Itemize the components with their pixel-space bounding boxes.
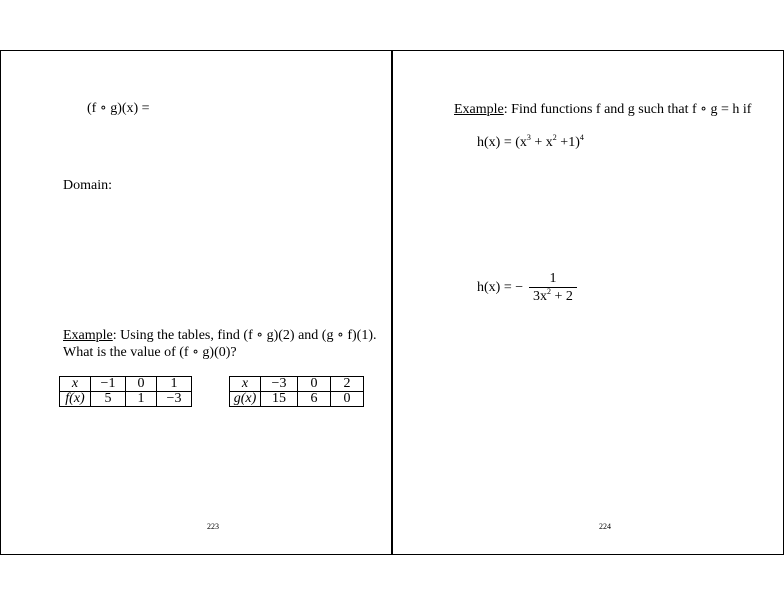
example-question-line2: What is the value of (f ∘ g)(0)? xyxy=(63,345,237,360)
table-cell: 0 xyxy=(298,377,331,392)
denominator-tail: + 2 xyxy=(551,289,573,304)
h-expression-2-lhs: h(x) = − xyxy=(477,280,524,295)
table-cell: 2 xyxy=(331,377,364,392)
table-cell: 1 xyxy=(157,377,192,392)
table-cell: 15 xyxy=(261,392,298,407)
page-number: 224 xyxy=(599,522,611,531)
table-f xyxy=(59,376,192,407)
table-cell: −3 xyxy=(261,377,298,392)
table-cell: 0 xyxy=(126,377,157,392)
table-cell: x xyxy=(60,377,91,392)
fraction-numerator: 1 xyxy=(549,271,557,286)
composition-expression: (f ∘ g)(x) = xyxy=(87,101,150,116)
example-label: Example xyxy=(454,102,504,117)
example-question-line1: : Using the tables, find (f ∘ g)(2) and (g ∘ f)(1). xyxy=(112,328,377,343)
h1-exp1: 3 xyxy=(526,133,531,142)
domain-label: Domain: xyxy=(63,178,112,193)
table-cell: −3 xyxy=(157,392,192,407)
h1-exp2: 2 xyxy=(552,133,557,142)
table-cell: 0 xyxy=(331,392,364,407)
table-cell: −1 xyxy=(91,377,126,392)
h1-mid1: + x xyxy=(530,135,553,150)
example-text: : Find functions f and g such that f ∘ g = h if xyxy=(503,102,752,117)
table-row xyxy=(230,377,364,392)
table-cell: x xyxy=(230,377,261,392)
right-page xyxy=(392,50,784,555)
table-g xyxy=(229,376,364,407)
h1-exp3: 4 xyxy=(579,133,584,142)
table-row xyxy=(60,377,192,392)
table-cell: 5 xyxy=(91,392,126,407)
h1-mid2: +1) xyxy=(556,135,580,150)
denominator-base: 3x xyxy=(533,289,547,304)
h-expression-2-fraction xyxy=(529,271,577,305)
table-cell: 6 xyxy=(298,392,331,407)
h1-lhs: h(x) = (x xyxy=(477,135,527,150)
fraction-denominator xyxy=(529,287,577,305)
table-cell: 1 xyxy=(126,392,157,407)
table-row xyxy=(60,392,192,407)
table-cell: f(x) xyxy=(60,392,91,407)
denominator-exp: 2 xyxy=(547,287,551,296)
example-tables-question xyxy=(63,328,376,344)
table-row xyxy=(230,392,364,407)
page-number: 223 xyxy=(207,522,219,531)
table-cell: g(x) xyxy=(230,392,261,407)
example-label: Example xyxy=(63,328,113,343)
example-find-functions xyxy=(454,102,751,118)
left-page xyxy=(0,50,392,555)
h-expression-1 xyxy=(477,135,584,151)
